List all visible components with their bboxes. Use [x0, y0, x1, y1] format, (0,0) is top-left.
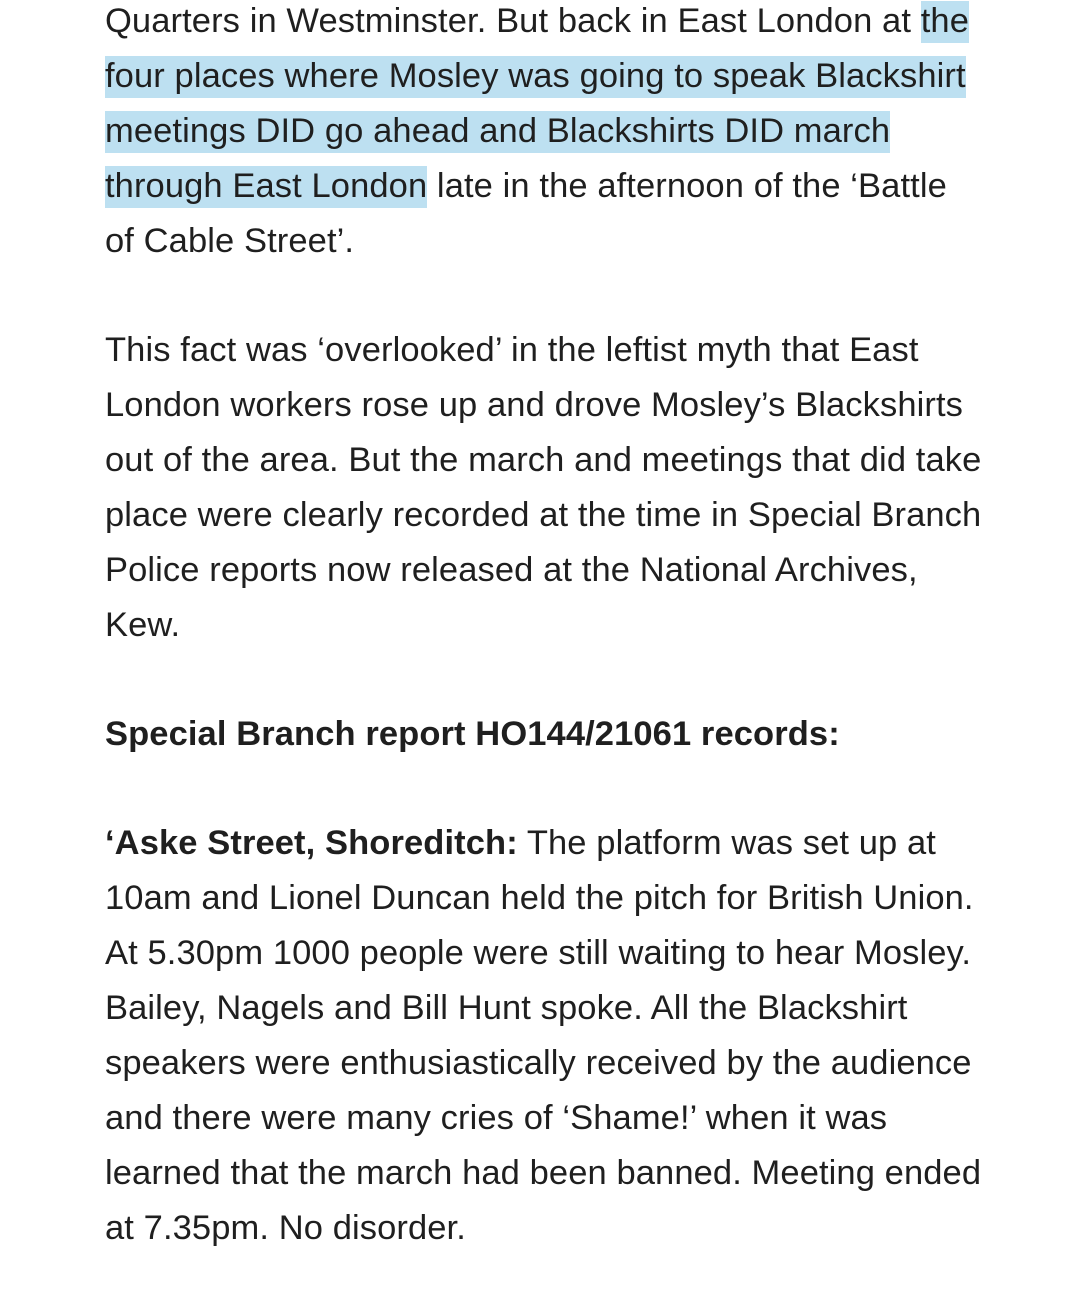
paragraph-overlooked-fact [105, 323, 985, 653]
selected-text-highlight[interactable]: the four places where Mosley was going to speak Blackshirt meetings DID go ahead and Blackshirts DID march through East London [105, 1, 969, 208]
report-entry-text: The platform was set up at 10am and Lionel Duncan held the pitch for British Union. At 5.30pm 1000 people were still waiting to hear Mosley. Bailey, Nagels and Bill Hunt spoke. All the Blackshirt speakers were enthusiastically received by the audience and there were many cries of ‘Shame!’ when it was learned that the march had been banned. Meeting ended at 7.35pm. No disorder. [105, 824, 982, 1247]
report-heading [105, 707, 985, 762]
report-entry-aske-street [105, 816, 985, 1256]
article-body [105, 0, 985, 1310]
paragraph-cable-street [105, 0, 985, 269]
paragraph-text: This fact was ‘overlooked’ in the leftist myth that East London workers rose up and drove Mosley’s Blackshirts out of the area. But the march and meetings that did take place were clearly recorded at the time in Special Branch Police reports now released at the National Archives, Kew. [105, 331, 982, 644]
paragraph-text: late in the afternoon of the ‘Battle of Cable Street’. [105, 167, 947, 260]
report-heading-text: Special Branch report HO144/21061 records: [105, 715, 840, 753]
paragraph-text: Quarters in Westminster. But back in East London at [105, 2, 921, 40]
report-entry-place: ‘Aske Street, Shoreditch: [105, 824, 518, 862]
